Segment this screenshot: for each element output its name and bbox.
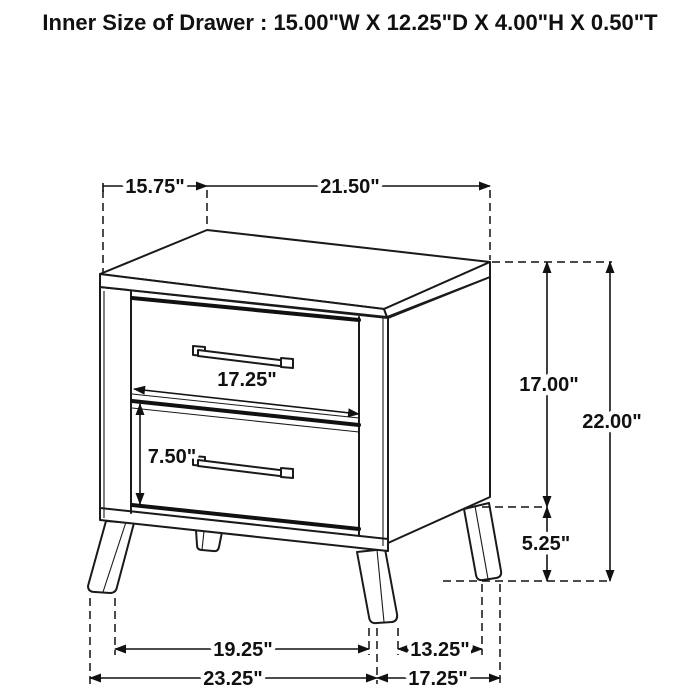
page-title: Inner Size of Drawer : 15.00"W X 12.25"D X 4.00"H X 0.50"T <box>42 10 658 35</box>
dim-label-cabinet-side-height: 17.00" <box>519 374 579 396</box>
front-left-leg <box>88 521 134 593</box>
dim-label-bottom-drawer-height: 7.50" <box>147 446 197 468</box>
dim-label-overall-height: 22.00" <box>582 411 642 433</box>
front-right-leg <box>357 549 397 623</box>
rear-right-leg <box>464 503 501 580</box>
dim-label-side-feet-span: 13.25" <box>410 639 470 661</box>
dim-label-front-feet-span: 19.25" <box>213 639 273 661</box>
cabinet-front-face <box>100 287 388 551</box>
dim-label-overall-depth: 17.25" <box>408 668 468 690</box>
cabinet-side-panel <box>388 277 490 543</box>
dim-label-overall-width: 23.25" <box>203 668 263 690</box>
dim-label-leg-height: 5.25" <box>521 533 571 555</box>
nightstand-line-art <box>88 230 501 623</box>
dim-label-top-width: 21.50" <box>320 176 380 198</box>
dim-label-drawer-width: 17.25" <box>217 369 277 391</box>
dim-label-top-depth: 15.75" <box>125 176 185 198</box>
